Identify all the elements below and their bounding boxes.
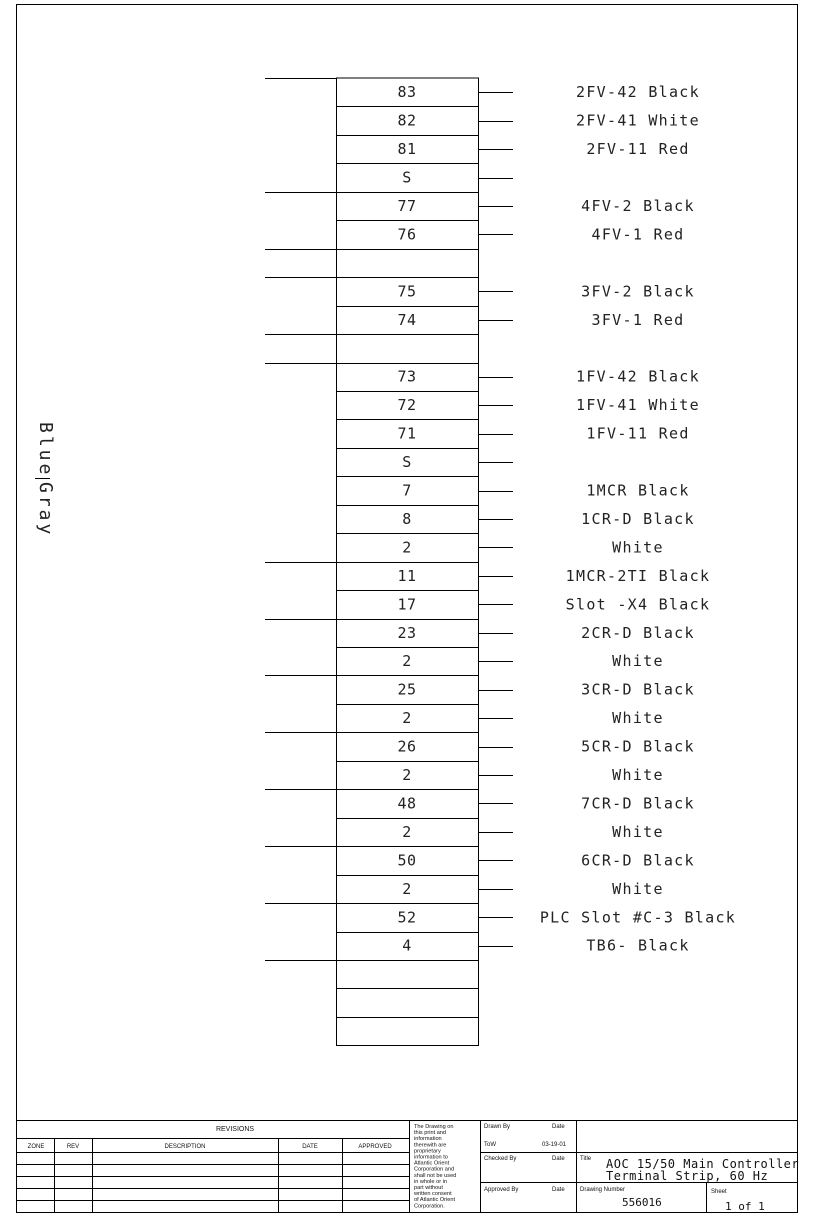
terminal-number: 2 xyxy=(402,879,412,898)
wire-label: 3FV-1 Red xyxy=(591,310,685,329)
wire-label: 4FV-1 Red xyxy=(591,225,685,244)
wire-label: 3FV-2 Black xyxy=(581,282,695,301)
col-description: DESCRIPTION xyxy=(164,1144,206,1150)
revisions-header: REVISIONS xyxy=(215,1126,255,1133)
notice-line: this print and xyxy=(414,1130,447,1137)
col-approved: APPROVED xyxy=(358,1144,392,1150)
title-label: Title xyxy=(580,1156,592,1162)
terminal-strip-frame xyxy=(337,78,479,1045)
drawing-title-line-1: AOC 15/50 Main Controller xyxy=(606,1157,800,1171)
notice-line: proprietary xyxy=(414,1148,441,1155)
wire-label: 5CR-D Black xyxy=(581,737,695,756)
col-date: DATE xyxy=(302,1144,318,1150)
wire-label: 7CR-D Black xyxy=(581,794,695,813)
wire-label: 1FV-11 Red xyxy=(586,424,690,443)
wire-label: 3CR-D Black xyxy=(581,680,695,699)
terminal-number: 72 xyxy=(397,396,417,415)
drawing-title-line-2: Terminal Strip, 60 Hz xyxy=(606,1169,769,1183)
drawn-by-value: ToW xyxy=(484,1142,496,1148)
terminal-number: S xyxy=(402,168,412,187)
wire-label: White xyxy=(612,538,664,557)
sheet-label: Sheet xyxy=(711,1189,727,1195)
terminal-number: 2 xyxy=(402,652,412,671)
notice-line: of Atlantic Orient xyxy=(414,1197,456,1204)
wire-label: 6CR-D Black xyxy=(581,851,695,870)
notice-line: therewith are xyxy=(414,1142,447,1149)
terminal-number: 77 xyxy=(397,197,417,216)
wire-label: White xyxy=(612,822,664,841)
notice-line: in whole or in xyxy=(414,1178,447,1185)
wire-label: White xyxy=(612,766,664,785)
notice-line: written consent xyxy=(414,1191,452,1198)
side-label-gray: Gray xyxy=(35,482,56,538)
terminal-number: 2 xyxy=(402,822,412,841)
terminal-number: 17 xyxy=(397,595,417,614)
wire-label: 2FV-41 White xyxy=(576,111,700,130)
notice-line: information xyxy=(414,1136,442,1143)
col-rev: REV xyxy=(66,1144,80,1150)
notice-line: part without xyxy=(414,1185,443,1191)
wire-label: 1MCR Black xyxy=(586,481,690,500)
side-label xyxy=(35,422,56,537)
wire-label: 2CR-D Black xyxy=(581,623,695,642)
wire-label: 1CR-D Black xyxy=(581,509,695,528)
terminal-strip xyxy=(265,78,736,1045)
terminal-number: 48 xyxy=(397,794,417,813)
wire-label: 4FV-2 Black xyxy=(581,197,695,216)
drawing-number-label: Drawing Number xyxy=(580,1187,626,1193)
approved-by-label: Approved By xyxy=(484,1187,519,1193)
terminal-number: 52 xyxy=(397,908,417,927)
wire-label: 2FV-11 Red xyxy=(586,140,690,159)
title-block xyxy=(17,1120,799,1213)
terminal-number: 73 xyxy=(397,367,417,386)
notice-line: Corporation. xyxy=(414,1203,445,1210)
notice-line: information to xyxy=(414,1154,448,1161)
signature-block xyxy=(480,1120,799,1213)
wire-label: White xyxy=(612,709,664,728)
side-label-blue: Blue xyxy=(35,422,56,478)
notice-line: The Drawing on xyxy=(414,1124,454,1130)
wire-label: White xyxy=(612,652,664,671)
terminal-number: 71 xyxy=(397,424,417,443)
sheet-value: 1 of 1 xyxy=(725,1200,765,1213)
terminal-number: 83 xyxy=(397,83,417,102)
proprietary-notice xyxy=(413,1124,456,1209)
terminal-number: 2 xyxy=(402,538,412,557)
wire-label: 2FV-42 Black xyxy=(576,83,700,102)
terminal-number: 2 xyxy=(402,709,412,728)
wire-label: 1FV-42 Black xyxy=(576,367,700,386)
terminal-number: 7 xyxy=(402,481,412,500)
notice-line: Corporation and xyxy=(414,1166,455,1173)
terminal-number: 82 xyxy=(397,111,417,130)
terminal-number: 75 xyxy=(397,282,417,301)
wire-label: 1MCR-2TI Black xyxy=(565,566,711,585)
wire-label: TB6- Black xyxy=(586,936,690,955)
approved-date-label: Date xyxy=(552,1187,565,1193)
terminal-number: 4 xyxy=(402,936,412,955)
wire-label: PLC Slot #C-3 Black xyxy=(539,908,737,927)
checked-by-label: Checked By xyxy=(484,1156,517,1162)
notice-line: shall not be used xyxy=(414,1172,457,1179)
wire-label: White xyxy=(612,879,664,898)
terminal-number: 74 xyxy=(397,310,417,329)
wire-label: 1FV-41 White xyxy=(576,396,700,415)
terminal-number: 26 xyxy=(397,737,417,756)
terminal-number: S xyxy=(402,453,412,472)
drawn-date-value: 03-19-01 xyxy=(542,1142,567,1148)
checked-date-label: Date xyxy=(552,1156,565,1162)
terminal-number: 76 xyxy=(397,225,417,244)
drawn-date-label: Date xyxy=(552,1124,565,1130)
terminal-number: 25 xyxy=(397,680,417,699)
wire-label: Slot -X4 Black xyxy=(565,595,711,614)
notice-line: Atlantic Orient xyxy=(414,1160,450,1167)
col-zone: ZONE xyxy=(27,1144,45,1150)
terminal-number: 23 xyxy=(397,623,417,642)
terminal-number: 2 xyxy=(402,766,412,785)
terminal-number: 50 xyxy=(397,851,417,870)
terminal-number: 11 xyxy=(397,566,417,585)
terminal-number: 8 xyxy=(402,509,412,528)
drawing-number: 556016 xyxy=(622,1196,662,1209)
drawn-by-label: Drawn By xyxy=(484,1124,511,1130)
terminal-number: 81 xyxy=(397,140,417,159)
